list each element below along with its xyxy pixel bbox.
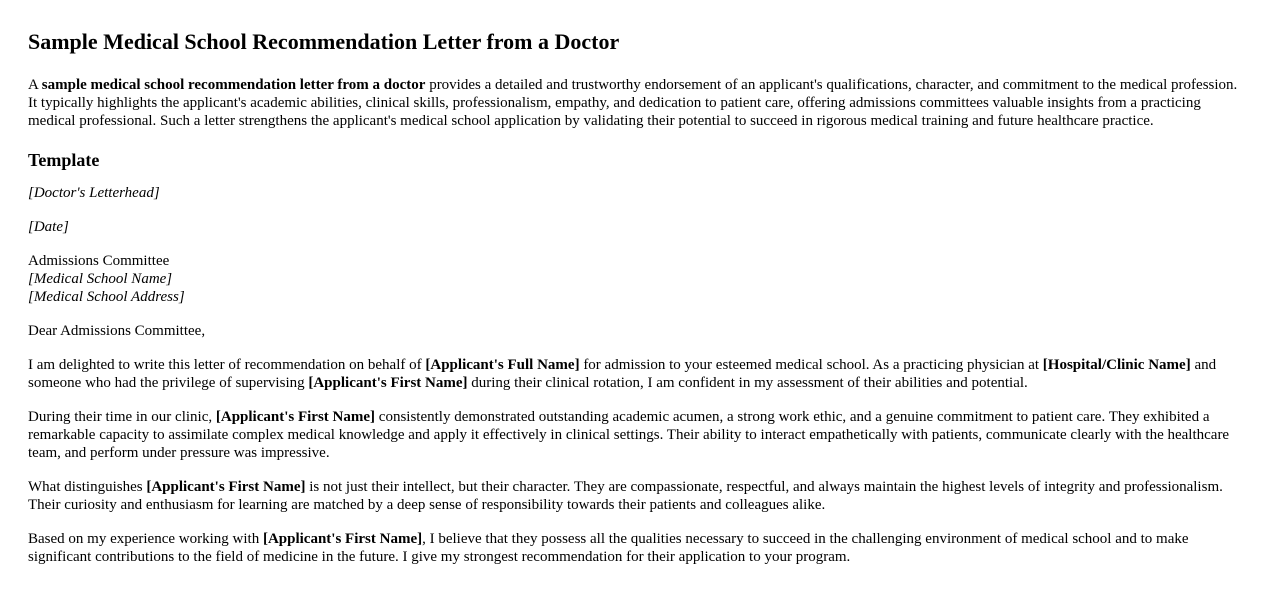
page-title: Sample Medical School Recommendation Letter from a Doctor	[28, 29, 620, 54]
p1-text-e: during their clinical rotation, I am confident in my assessment of their abilities and potential.	[467, 375, 1028, 391]
school-name-placeholder: [Medical School Name]	[28, 271, 173, 287]
p1-text-c: for admission to your esteemed medical school. As a practicing physician at	[579, 357, 1043, 373]
intro-paragraph	[28, 76, 1250, 130]
letter-template	[28, 184, 1250, 566]
applicant-first-name-placeholder: [Applicant's First Name]	[215, 409, 376, 425]
letter-paragraph-4	[28, 530, 1250, 566]
letter-paragraph-1	[28, 356, 1250, 392]
applicant-first-name-placeholder: [Applicant's First Name]	[308, 375, 468, 391]
intro-rest: provides a detailed and trustworthy endorsement of an applicant's qualifications, character, and commitment to the medical profession. It typically highlights the applicant's academic abilities, clinical skills, professionalism, empathy, and dedication to patient care, offering admissions committees valuable insights from a practicing medical professional. Such a letter strengthens the applicant's medical school application by validating their potential to succeed in rigorous medical training and future healthcare practice.	[28, 77, 1238, 129]
p1-text-d: and someone who had the privilege of supervising	[28, 357, 1217, 391]
salutation: Dear Admissions Committee,	[28, 323, 206, 339]
p3-text-a: What distinguishes	[28, 479, 147, 495]
recipient-block	[28, 252, 1250, 306]
applicant-first-name-placeholder: [Applicant's First Name]	[146, 479, 306, 495]
intro-bold-phrase: sample medical school recommendation letter from a doctor	[41, 77, 426, 93]
template-heading: Template	[28, 150, 100, 170]
p4-text-a: Based on my experience working with	[28, 531, 263, 547]
p4-text-c: , I believe that they possess all the qualities necessary to succeed in the challenging environment of medical school and to make significant contributions to the field of medicine in the future. I give my strongest recommendation for their application to your program.	[28, 531, 1189, 565]
letter-paragraph-2	[28, 408, 1250, 462]
school-address-placeholder: [Medical School Address]	[28, 289, 185, 305]
intro-prefix: A	[28, 77, 42, 93]
date-placeholder: [Date]	[28, 219, 69, 235]
p3-text-c: is not just their intellect, but their character. They are compassionate, respectful, and always maintain the highest levels of integrity and professionalism. Their curiosity and enthusiasm for learning are matched by a deep sense of responsibility towards their patients and colleagues alike.	[28, 479, 1223, 513]
p2-text-c: consistently demonstrated outstanding academic acumen, a strong work ethic, and a genuine commitment to patient care. They exhibited a remarkable capacity to assimilate complex medical knowledge and apply it effectively in clinical settings. Their ability to interact empathetically with patients, communicate clearly with the healthcare team, and perform under pressure was impressive.	[28, 409, 1230, 461]
letter-paragraph-3	[28, 478, 1250, 514]
hospital-clinic-placeholder: [Hospital/Clinic Name]	[1042, 357, 1191, 373]
letterhead-placeholder: [Doctor's Letterhead]	[28, 185, 160, 201]
p2-text-a: During their time in our clinic,	[28, 409, 216, 425]
applicant-first-name-placeholder: [Applicant's First Name]	[262, 531, 423, 547]
p1-text-a: I am delighted to write this letter of recommendation on behalf of	[28, 357, 426, 373]
recipient-line: Admissions Committee	[28, 253, 170, 269]
applicant-full-name-placeholder: [Applicant's Full Name]	[425, 357, 580, 373]
